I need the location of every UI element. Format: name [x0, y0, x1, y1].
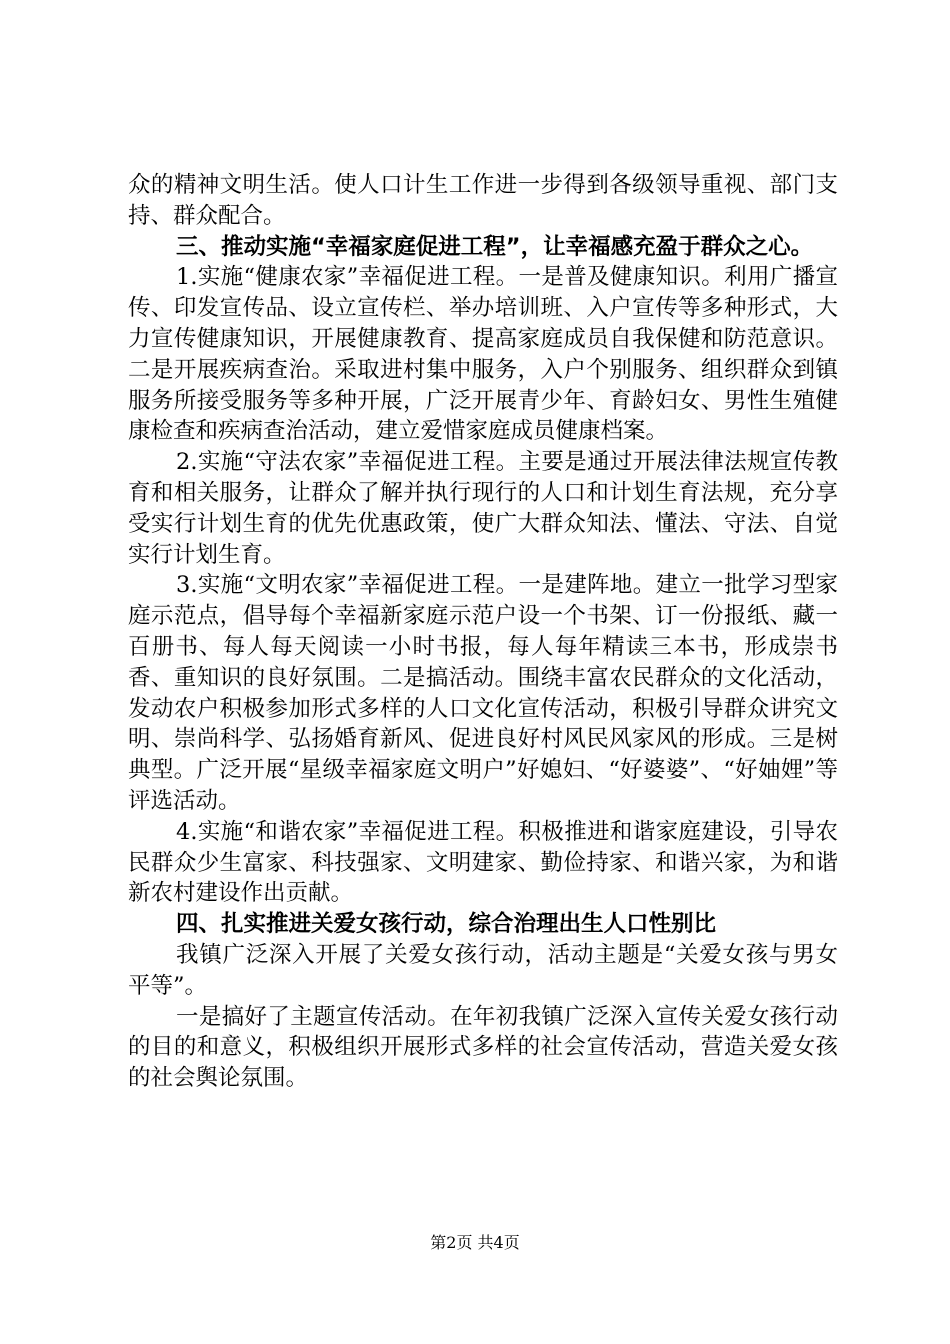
paragraph: 我镇广泛深入开展了关爱女孩行动，活动主题是“关爱女孩与男女平等”。 [128, 941, 838, 999]
paragraph: 众的精神文明生活。使人口计生工作进一步得到各级领导重视、部门支持、群众配合。 [128, 172, 838, 229]
paragraph: 一是搞好了主题宣传活动。在年初我镇广泛深入宣传关爱女孩行动的目的和意义，积极组织开展形式多样的社会宣传活动，营造关爱女孩的社会舆论氛围。 [128, 1003, 838, 1092]
section-heading: 四、扎实推进关爱女孩行动，综合治理出生人口性别比 [176, 911, 717, 938]
paragraph: 2.实施“守法农家”幸福促进工程。主要是通过开展法律法规宣传教育和相关服务，让群众了解并执行现行的人口和计划生育法规，充分享受实行计划生育的优先优惠政策，使广大群众知法、懂法、守法、自觉实行计划生育。 [128, 449, 838, 568]
paragraph: 4.实施“和谐农家”幸福促进工程。积极推进和谐家庭建设，引导农民群众少生富家、科技强家、文明建家、勤俭持家、和谐兴家，为和谐新农村建设作出贡献。 [128, 818, 838, 907]
paragraph: 1.实施“健康农家”幸福促进工程。一是普及健康知识。利用广播宣传、印发宣传品、设立宣传栏、举办培训班、入户宣传等多种形式，大力宣传健康知识，开展健康教育、提高家庭成员自我保健和防范意识。二是开展疾病查治。采取进村集中服务，入户个别服务、组织群众到镇服务所接受服务等多种开展，广泛开展青少年、育龄妇女、男性生殖健康检查和疾病查治活动，建立爱惜家庭成员健康档案。 [128, 264, 838, 445]
document-body [128, 170, 838, 1094]
section-heading: 三、推动实施“幸福家庭促进工程”，让幸福感充盈于群众之心。 [176, 233, 814, 260]
page-footer: 第2页 共4页 [430, 1233, 520, 1252]
paragraph: 3.实施“文明农家”幸福促进工程。一是建阵地。建立一批学习型家庭示范点，倡导每个幸福新家庭示范户设一个书架、订一份报纸、藏一百册书、每人每天阅读一小时书报，每人每年精读三本书，形成崇书香、重知识的良好氛围。二是搞活动。围绕丰富农民群众的文化活动，发动农户积极参加形式多样的人口文化宣传活动，积极引导群众讲究文明、崇尚科学、弘扬婚育新风、促进良好村风民风家风的形成。三是树典型。广泛开展“星级幸福家庭文明户”好媳妇、“好婆婆”、“好妯娌”等评选活动。 [128, 572, 838, 814]
